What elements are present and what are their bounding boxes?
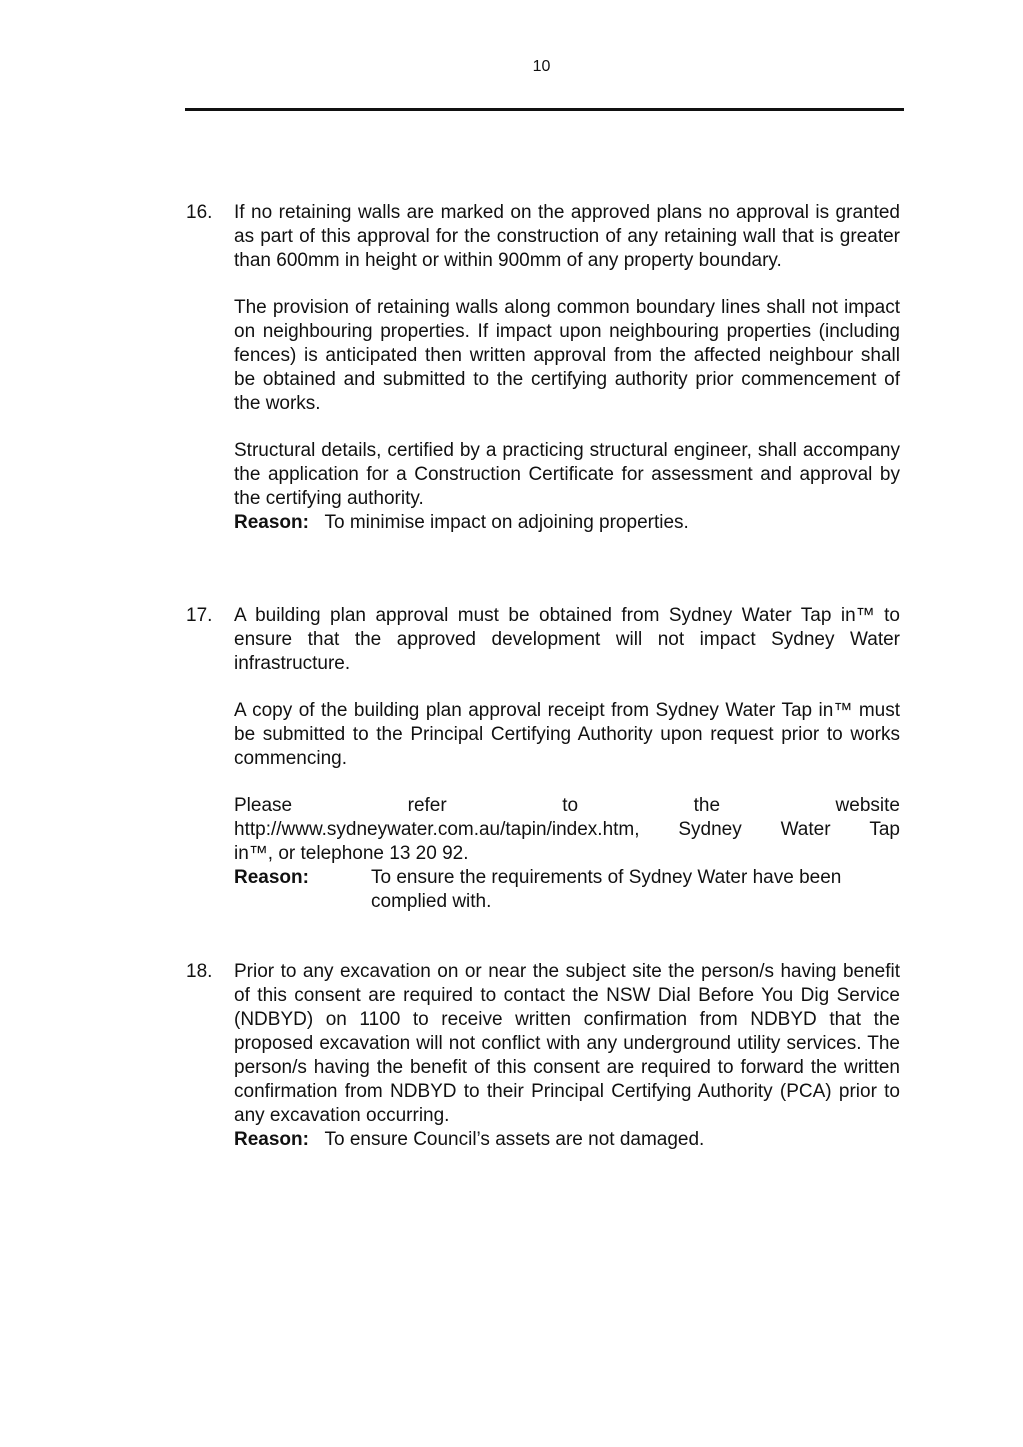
- reason-line: [234, 866, 900, 914]
- condition-item-16: [186, 201, 900, 535]
- refer-word: website: [835, 795, 900, 816]
- url-line-word: Tap: [869, 819, 900, 840]
- reason-line: [234, 511, 900, 535]
- item-number: 17.: [186, 605, 213, 626]
- item-body: [234, 201, 900, 535]
- page-number: 10: [532, 58, 551, 75]
- url-line-word: Water: [780, 819, 831, 840]
- header-rule: [185, 108, 904, 111]
- url-line-word: Sydney: [678, 819, 742, 840]
- refer-word: Please: [234, 795, 293, 816]
- paragraph: A copy of the building plan approval receipt from Sydney Water Tap in™ must be submitted to the Principal Certifying Authority upon request prior to works commencing.: [234, 700, 900, 769]
- item-body: [234, 604, 900, 914]
- reason-label: Reason:: [234, 512, 309, 533]
- reason-text: To ensure Council’s assets are not damaged.: [324, 1129, 705, 1150]
- refer-word: refer: [407, 795, 447, 816]
- contact-line: in™, or telephone 13 20 92.: [234, 843, 469, 864]
- condition-item-17: [186, 604, 900, 914]
- reason-line: [234, 1128, 900, 1152]
- reason-label: Reason:: [234, 1129, 309, 1150]
- reason-text: To minimise impact on adjoining properties.: [324, 512, 689, 533]
- paragraph: A building plan approval must be obtained from Sydney Water Tap in™ to ensure that the approved development will not impact Sydney Water infrastructure.: [234, 605, 900, 674]
- refer-word: the: [693, 795, 721, 816]
- paragraph: The provision of retaining walls along common boundary lines shall not impact on neighbouring properties. If impact upon neighbouring properties (including fences) is anticipated then written approval from the affected neighbour shall be obtained and submitted to the certifying authority prior commencement of the works.: [234, 297, 900, 414]
- website-url: http://www.sydneywater.com.au/tapin/index.htm,: [234, 819, 640, 840]
- refer-word: to: [562, 795, 579, 816]
- url-line: [234, 818, 900, 842]
- reason-text: To ensure the requirements of Sydney Water have been complied with.: [371, 867, 842, 912]
- paragraph: If no retaining walls are marked on the approved plans no approval is granted as part of this approval for the construction of any retaining wall that is greater than 600mm in height or within 900mm of any property boundary.: [234, 202, 900, 271]
- item-number: 16.: [186, 202, 213, 223]
- item-body: [234, 960, 900, 1152]
- reason-label: Reason:: [234, 867, 309, 888]
- condition-item-18: [186, 960, 900, 1152]
- paragraph: Structural details, certified by a practicing structural engineer, shall accompany the application for a Construction Certificate for assessment and approval by the certifying authority.: [234, 440, 900, 509]
- paragraph: Prior to any excavation on or near the subject site the person/s having benefit of this consent are required to contact the NSW Dial Before You Dig Service (NDBYD) on 1100 to receive written confirmation from NDBYD that the proposed excavation will not conflict with any underground utility services. The person/s having the benefit of this consent are required to forward the written confirmation from NDBYD to their Principal Certifying Authority (PCA) prior to any excavation occurring.: [234, 961, 900, 1126]
- refer-line: [234, 794, 900, 818]
- item-number: 18.: [186, 961, 213, 982]
